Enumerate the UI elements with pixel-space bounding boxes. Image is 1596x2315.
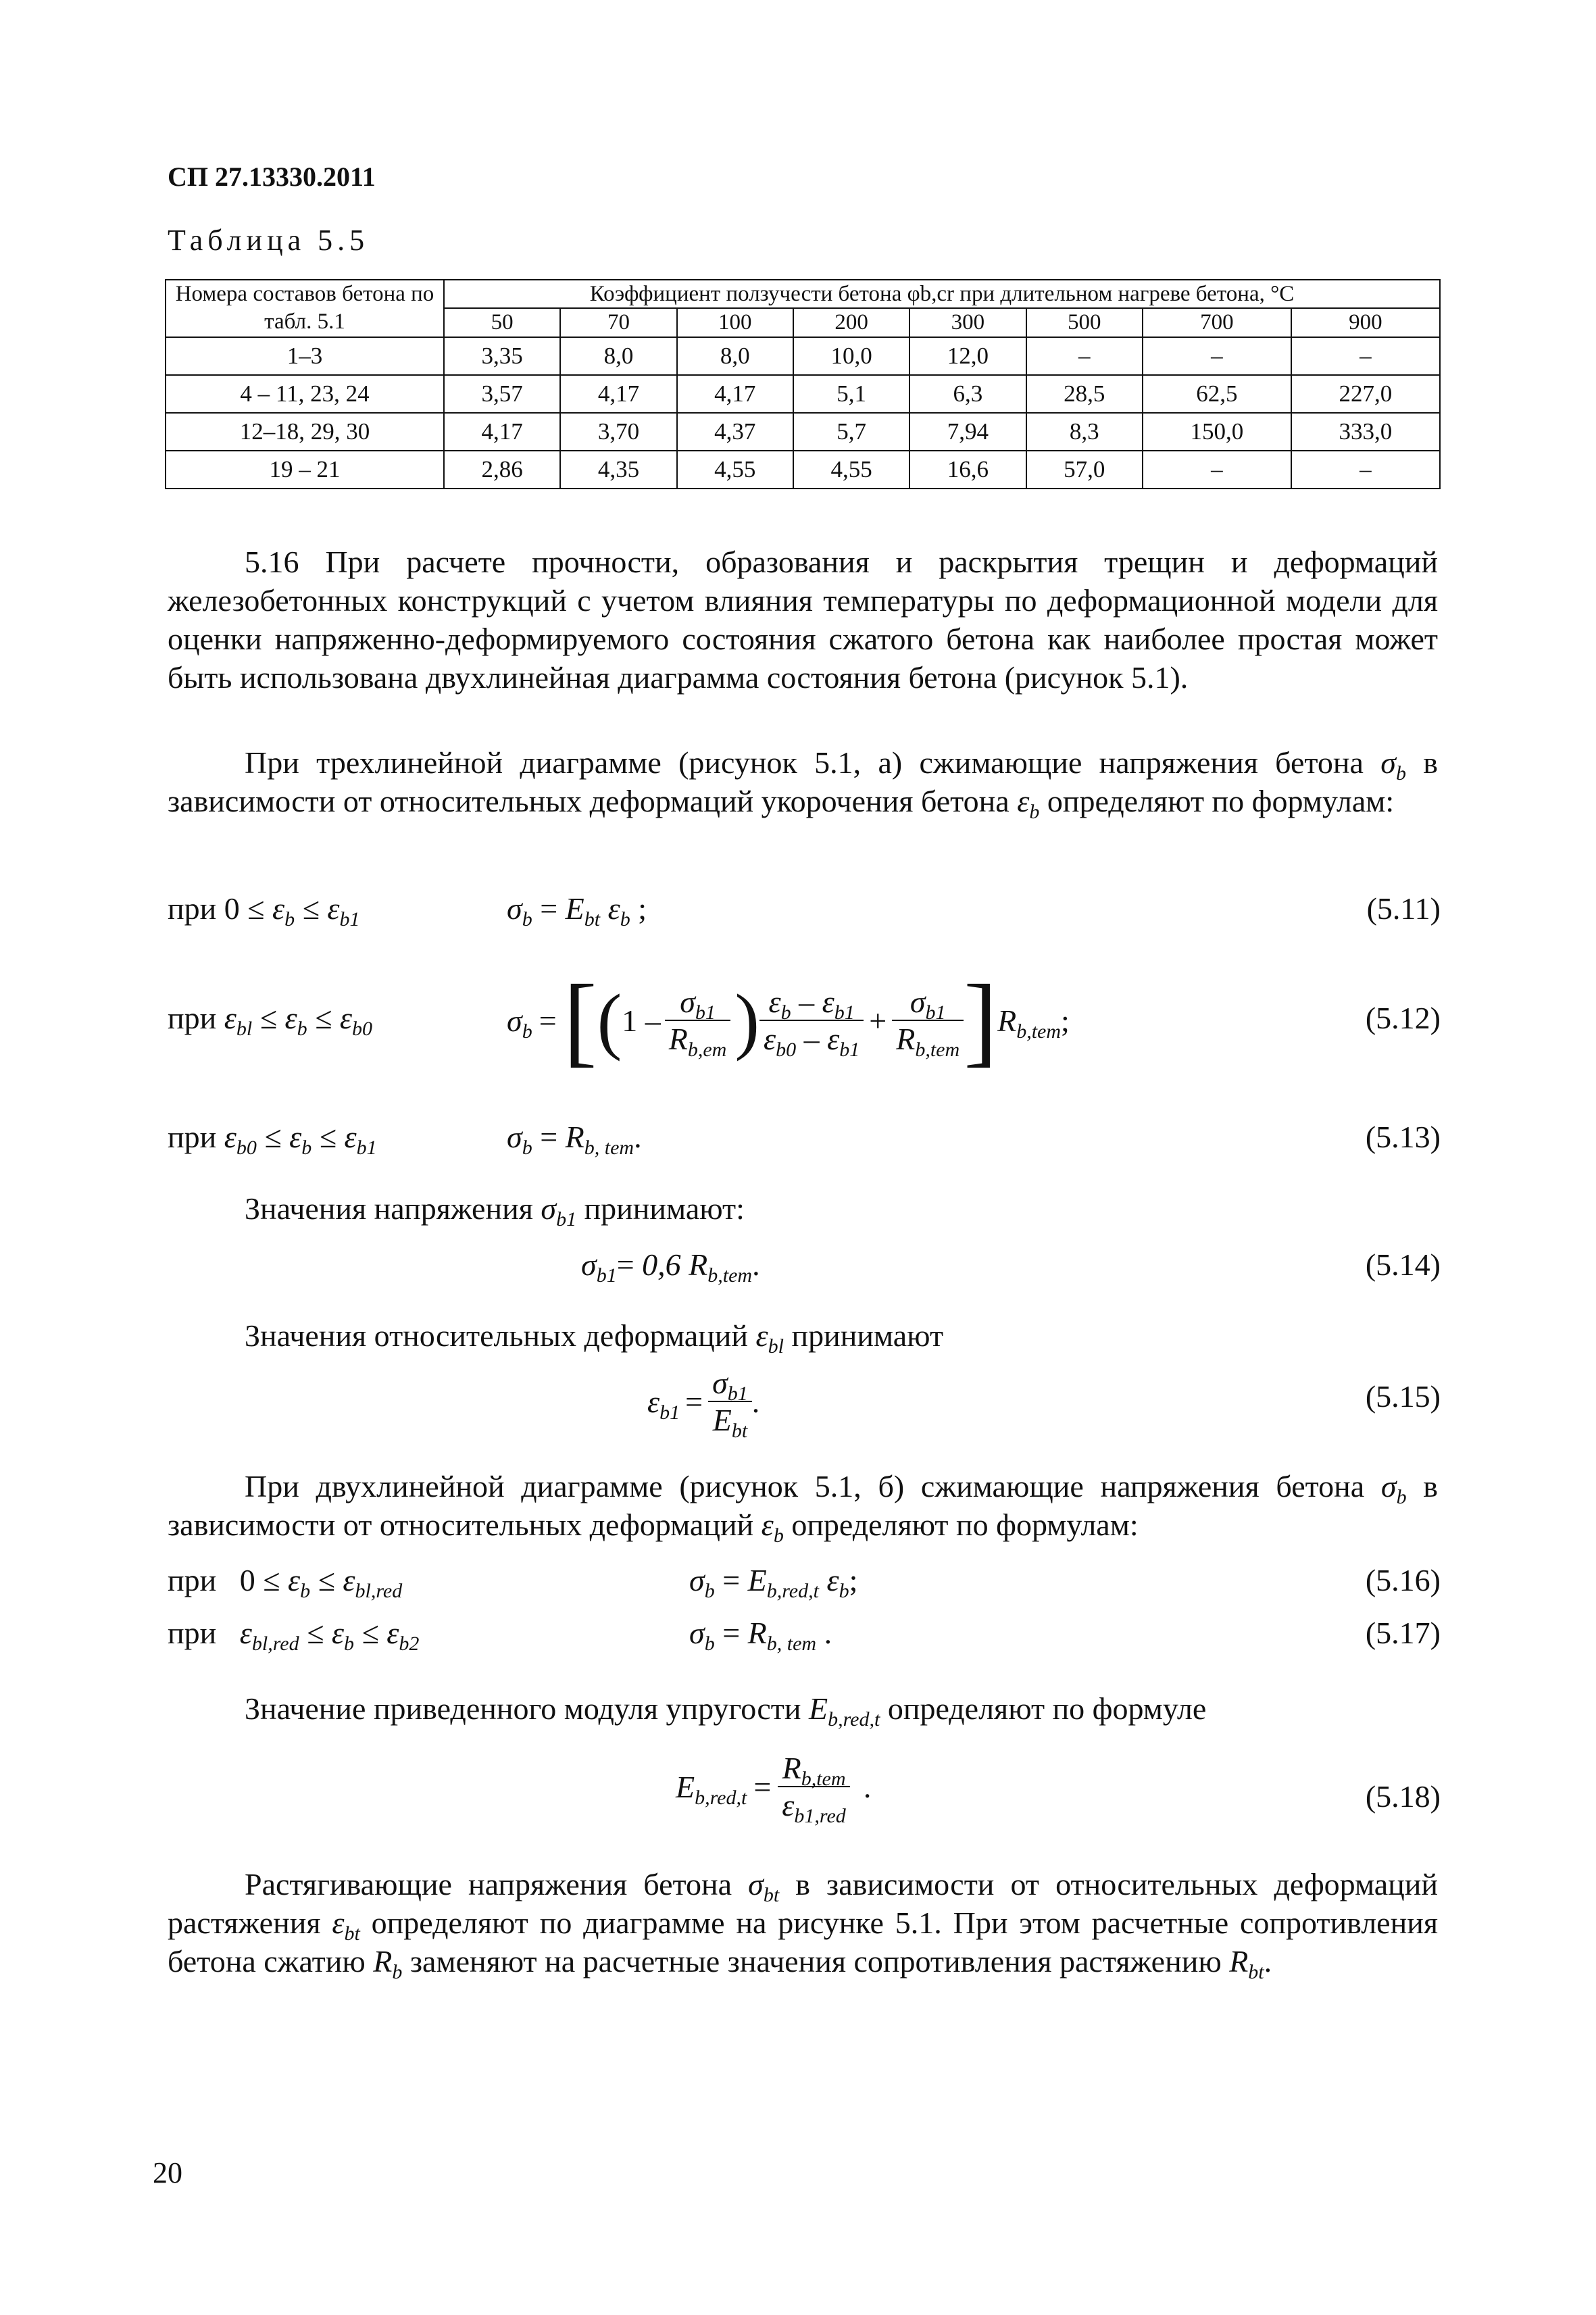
table-row <box>166 375 1440 413</box>
row-label: 1–3 <box>166 337 444 375</box>
table-cell: 28,5 <box>1026 375 1143 413</box>
table-cell: 12,0 <box>909 337 1026 375</box>
table-cell: 16,6 <box>909 451 1026 489</box>
table-cell: – <box>1291 337 1440 375</box>
eq-5-15-number: (5.15) <box>1365 1379 1441 1414</box>
eq-5-15-formula: $\varepsilon_{b1}$ = $\frac{\sigma_{b1}}{E_{bt}}$ . <box>647 1366 760 1442</box>
table-cell: 4,17 <box>677 375 793 413</box>
table-cell: 8,0 <box>560 337 676 375</box>
temp-header-70: 70 <box>560 308 676 337</box>
eq-5-16-formula: $\sigma_b = E_{b,red,t}$ $\varepsilon_b$; <box>689 1563 858 1602</box>
temp-header-900: 900 <box>1291 308 1440 337</box>
col-header-mix-numbers: Номера составов бетона по табл. 5.1 <box>166 280 444 337</box>
paragraph-two-line: При двухлинейной диаграмме (рисунок 5.1, б) сжимающие напряжения бетона $\sigma_b$ в зависимости от относительных деформаций $\varepsilon_b$ определяют по формулам: <box>168 1469 1439 1547</box>
eq-5-17-number: (5.17) <box>1365 1616 1441 1650</box>
creep-coefficient-table <box>165 279 1441 489</box>
paragraph-modulus: Значение приведенного модуля упругости $E_{b,red,t}$ определяют по формуле <box>245 1691 1207 1731</box>
eq-5-13-condition: при $\varepsilon_{b0} \le \varepsilon_b \le \varepsilon_{b1}$ <box>168 1120 377 1159</box>
table-cell: 4,17 <box>560 375 676 413</box>
paragraph-tension: Растягивающие напряжения бетона $\sigma_{bt}$ в зависимости от относительных деформаций растяжения $\varepsilon_{bt}$ определяют по диаграмме на рисунке 5.1. При этом расчетные сопротивления бетона сжатию $R_b$ заменяют на расчетные значения сопротивления растяжению $R_{bt}$. <box>168 1867 1439 1983</box>
paragraph-three-line: При трехлинейной диаграмме (рисунок 5.1, а) сжимающие напряжения бетона $\sigma_b$ в зависимости от относительных деформаций укорочения бетона $\varepsilon_b$ определяют по формулам: <box>168 745 1439 823</box>
table-cell: 4,35 <box>560 451 676 489</box>
temp-header-50: 50 <box>444 308 560 337</box>
table-row <box>166 337 1440 375</box>
row-label: 12–18, 29, 30 <box>166 413 444 451</box>
temp-header-100: 100 <box>677 308 793 337</box>
table-cell: 227,0 <box>1291 375 1440 413</box>
document-code: СП 27.13330.2011 <box>168 161 376 192</box>
eq-5-18-formula: $E_{b,red,t}$ = $\frac{R_{b,tem}}{\varepsilon_{b1,red}}$ . <box>676 1751 872 1827</box>
table-cell: 10,0 <box>793 337 909 375</box>
temp-header-500: 500 <box>1026 308 1143 337</box>
page-number: 20 <box>153 2156 182 2189</box>
table-cell: 62,5 <box>1143 375 1291 413</box>
table-cell: 5,1 <box>793 375 909 413</box>
table-cell: 150,0 <box>1143 413 1291 451</box>
row-label: 19 – 21 <box>166 451 444 489</box>
table-cell: 8,0 <box>677 337 793 375</box>
table-cell: 5,7 <box>793 413 909 451</box>
eq-5-16-number: (5.16) <box>1365 1563 1441 1597</box>
eq-5-18-number: (5.18) <box>1365 1779 1441 1814</box>
table-cell: 333,0 <box>1291 413 1440 451</box>
table-cell: 4,17 <box>444 413 560 451</box>
table-cell: 4,55 <box>793 451 909 489</box>
eq-5-13-number: (5.13) <box>1365 1120 1441 1154</box>
eq-5-11-condition: при $0 \le \varepsilon_b \le \varepsilon_{b1}$ <box>168 891 360 930</box>
table-cell: 3,70 <box>560 413 676 451</box>
eq-5-12-number: (5.12) <box>1365 1001 1441 1035</box>
eq-5-11-formula: $\sigma_b = E_{bt}$ $\varepsilon_b$ ; <box>507 891 647 930</box>
table-cell: 8,3 <box>1026 413 1143 451</box>
temp-header-700: 700 <box>1143 308 1291 337</box>
paragraph-sigma-b1: Значения напряжения $\sigma_{b1}$ принимают: <box>245 1191 745 1230</box>
table-cell: – <box>1143 451 1291 489</box>
table-row <box>166 451 1440 489</box>
table-row <box>166 413 1440 451</box>
table-cell: – <box>1026 337 1143 375</box>
col-header-creep-coefficient: Коэффициент ползучести бетона φb,cr при длительном нагреве бетона, °С <box>444 280 1440 308</box>
eq-5-14-formula: $\sigma_{b1}= 0,6$ $R_{b,tem}$. <box>581 1247 760 1287</box>
table-cell: – <box>1291 451 1440 489</box>
table-cell: 3,35 <box>444 337 560 375</box>
table-cell: 2,86 <box>444 451 560 489</box>
temp-header-300: 300 <box>909 308 1026 337</box>
eq-5-14-number: (5.14) <box>1365 1247 1441 1282</box>
table-cell: – <box>1143 337 1291 375</box>
table-cell: 6,3 <box>909 375 1026 413</box>
eq-5-17-condition: при $\varepsilon_{bl,red} \le \varepsilon_b \le \varepsilon_{b2}$ <box>168 1616 420 1655</box>
paragraph-5-16: 5.16 При расчете прочности, образования и раскрытия трещин и деформаций железобетонных конструкций с учетом влияния температуры по деформационной модели для оценки напряженно-деформируемого состояния сжатого бетона как наиболее простая может быть использована двухлинейная диаграмма состояния бетона (рисунок 5.1). <box>168 545 1438 695</box>
row-label: 4 – 11, 23, 24 <box>166 375 444 413</box>
eq-5-17-formula: $\sigma_b = R_{b, tem}$ . <box>689 1616 832 1655</box>
eq-5-16-condition: при $0 \le \varepsilon_b \le \varepsilon_{bl,red}$ <box>168 1563 403 1602</box>
table-cell: 4,37 <box>677 413 793 451</box>
table-cell: 4,55 <box>677 451 793 489</box>
table-cell: 3,57 <box>444 375 560 413</box>
table-cell: 7,94 <box>909 413 1026 451</box>
eq-5-12-formula: $\sigma_b$ = [ ( 1 – $\frac{\sigma_{b1}}{R_{b,em}}$ ) $\frac{\varepsilon_b - \varepsilon_{b1}}{\varepsilon_{b0} - \varepsilon_{b1}}$ + $\frac{\sigma_{b1}}{R_{b,tem}}$ ] $R_{b,tem}$ ; <box>507 964 1070 1076</box>
table-caption: Таблица 5.5 <box>168 224 370 257</box>
temp-header-200: 200 <box>793 308 909 337</box>
paragraph-eps-b1: Значения относительных деформаций $\varepsilon_{bl}$ принимают <box>245 1318 944 1358</box>
eq-5-13-formula: $\sigma_b = R_{b, tem}$. <box>507 1120 642 1159</box>
eq-5-11-number: (5.11) <box>1366 891 1441 926</box>
eq-5-12-condition: при $\varepsilon_{bl} \le \varepsilon_b \le \varepsilon_{b0}$ <box>168 1001 372 1040</box>
table-cell: 57,0 <box>1026 451 1143 489</box>
